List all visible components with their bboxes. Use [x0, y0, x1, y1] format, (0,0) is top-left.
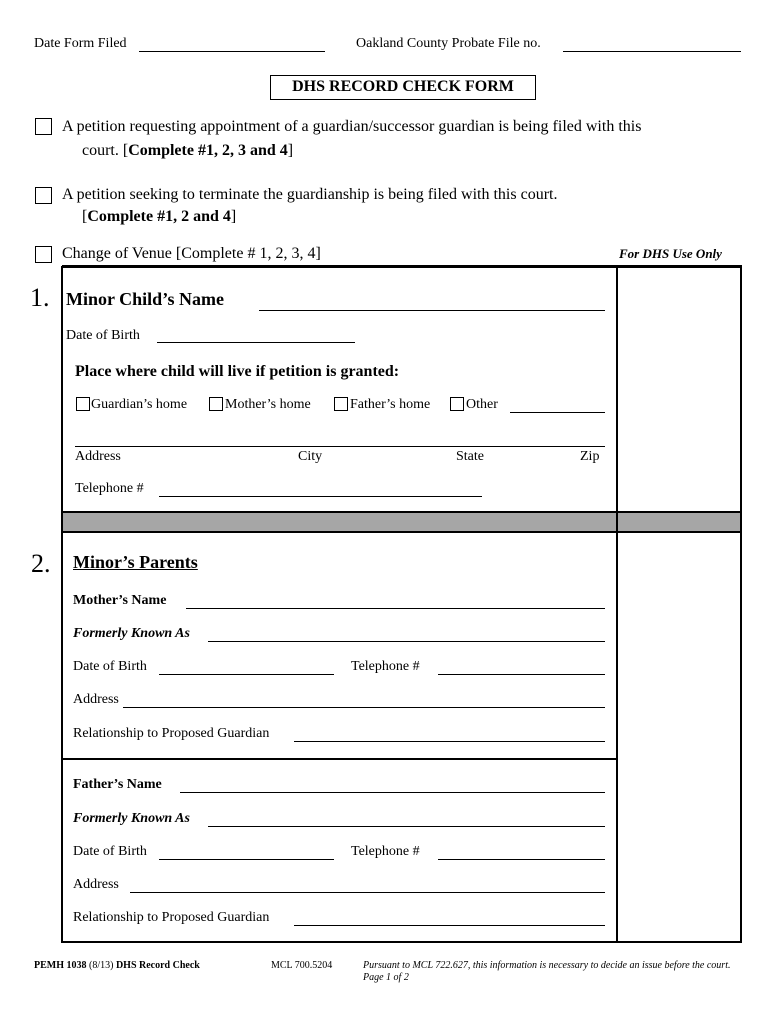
fathers-home-label: Father’s home — [350, 397, 431, 412]
child-telephone-label: Telephone # — [75, 481, 144, 496]
fathers-home-checkbox[interactable] — [334, 397, 348, 411]
section-separator-dhs — [618, 513, 740, 531]
option-terminate-text: A petition seeking to terminate the guardianship is being filed with this court. — [62, 186, 558, 203]
other-label: Other — [466, 397, 498, 412]
section2-number: 2. — [31, 549, 51, 578]
zip-label: Zip — [580, 449, 600, 464]
father-fka-label: Formerly Known As — [73, 811, 190, 826]
address-field[interactable] — [75, 446, 605, 447]
option-terminate-line2: [Complete #1, 2 and 4] — [82, 208, 237, 225]
fathers-name-field[interactable] — [180, 792, 605, 793]
guardians-home-label: Guardian’s home — [91, 397, 188, 412]
mother-fka-label: Formerly Known As — [73, 626, 190, 641]
father-address-label: Address — [73, 877, 119, 892]
probate-file-field[interactable] — [563, 51, 741, 52]
minor-child-name-label: Minor Child’s Name — [66, 289, 225, 309]
option-guardian-petition-line2: court. [Complete #1, 2, 3 and 4] — [82, 142, 294, 159]
dhs-use-only-label: For DHS Use Only — [619, 246, 722, 261]
form-title: DHS RECORD CHECK FORM — [270, 75, 536, 100]
footer-notice: Pursuant to MCL 722.627, this information is necessary to decide an issue before the court. — [363, 960, 731, 971]
footer-page-number: Page 1 of 2 — [363, 972, 409, 983]
child-telephone-field[interactable] — [159, 496, 482, 497]
date-form-filed-field[interactable] — [139, 51, 325, 52]
child-dob-field[interactable] — [157, 342, 355, 343]
father-relationship-field[interactable] — [294, 925, 605, 926]
state-label: State — [456, 449, 484, 464]
mother-fka-field[interactable] — [208, 641, 605, 642]
dhs-column-divider-2 — [616, 531, 618, 943]
mother-relationship-label: Relationship to Proposed Guardian — [73, 726, 270, 741]
child-dob-label: Date of Birth — [66, 328, 140, 343]
mother-dob-label: Date of Birth — [73, 659, 147, 674]
fathers-name-label: Father’s Name — [73, 777, 162, 792]
father-dob-label: Date of Birth — [73, 844, 147, 859]
other-checkbox[interactable] — [450, 397, 464, 411]
mother-telephone-field[interactable] — [438, 674, 605, 675]
father-telephone-label: Telephone # — [351, 844, 420, 859]
footer-form-id: PEMH 1038 (8/13) DHS Record Check — [34, 960, 200, 971]
mother-telephone-label: Telephone # — [351, 659, 420, 674]
mother-address-field[interactable] — [123, 707, 605, 708]
guardians-home-checkbox[interactable] — [76, 397, 90, 411]
mother-relationship-field[interactable] — [294, 741, 605, 742]
father-dob-field[interactable] — [159, 859, 334, 860]
probate-file-label: Oakland County Probate File no. — [356, 36, 541, 51]
mothers-name-field[interactable] — [186, 608, 605, 609]
minors-parents-heading: Minor’s Parents — [73, 552, 198, 572]
mother-address-label: Address — [73, 692, 119, 707]
father-telephone-field[interactable] — [438, 859, 605, 860]
option-guardian-petition-checkbox[interactable] — [35, 118, 52, 135]
option-terminate-checkbox[interactable] — [35, 187, 52, 204]
parents-divider — [61, 758, 618, 760]
date-form-filed-label: Date Form Filed — [34, 36, 127, 51]
mothers-name-label: Mother’s Name — [73, 593, 167, 608]
father-address-field[interactable] — [130, 892, 605, 893]
separator-line — [61, 511, 742, 513]
father-relationship-label: Relationship to Proposed Guardian — [73, 910, 270, 925]
father-fka-field[interactable] — [208, 826, 605, 827]
place-heading: Place where child will live if petition is granted: — [75, 363, 400, 380]
section-separator — [63, 513, 616, 531]
section1-number: 1. — [30, 283, 50, 312]
dhs-column-divider — [616, 266, 618, 533]
mother-dob-field[interactable] — [159, 674, 334, 675]
mothers-home-label: Mother’s home — [225, 397, 311, 412]
other-field[interactable] — [510, 412, 605, 413]
footer-mcl: MCL 700.5204 — [271, 960, 333, 971]
mothers-home-checkbox[interactable] — [209, 397, 223, 411]
city-label: City — [298, 449, 323, 464]
option-change-of-venue-text: Change of Venue [Complete # 1, 2, 3, 4] — [62, 245, 321, 262]
address-label: Address — [75, 449, 121, 464]
minor-child-name-field[interactable] — [259, 310, 605, 311]
option-guardian-petition-text: A petition requesting appointment of a guardian/successor guardian is being filed with this — [62, 118, 642, 135]
option-change-of-venue-checkbox[interactable] — [35, 246, 52, 263]
